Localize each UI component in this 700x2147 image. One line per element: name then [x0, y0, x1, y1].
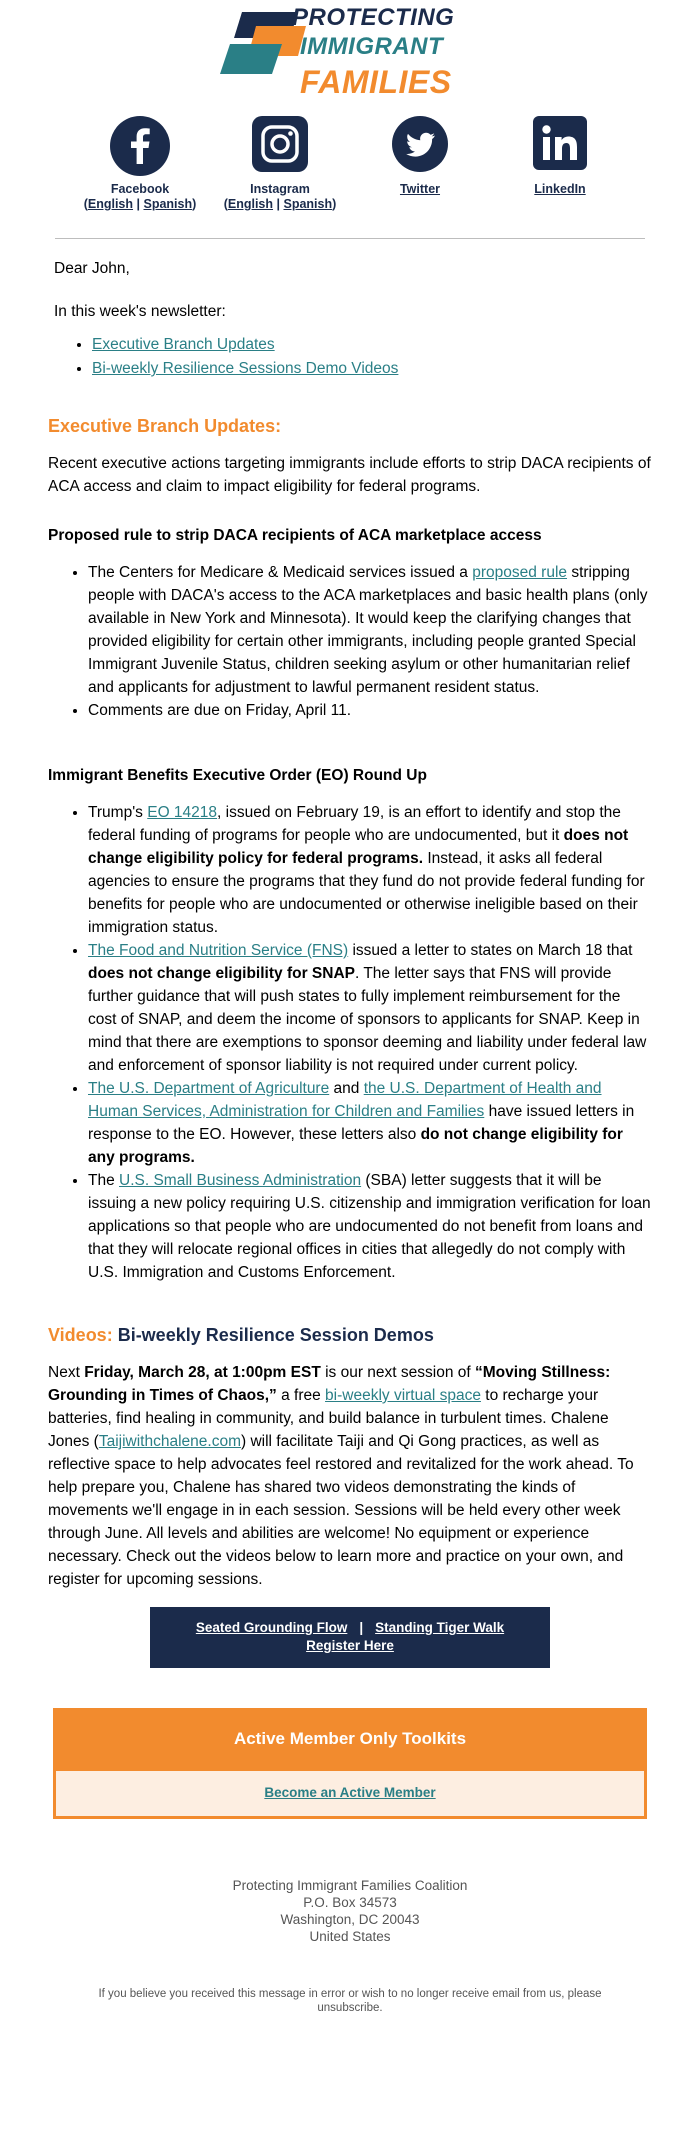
text: Next: [48, 1364, 85, 1381]
instagram-icon[interactable]: [252, 116, 308, 172]
fns-link[interactable]: The Food and Nutrition Service (FNS): [88, 942, 349, 959]
facebook-icon[interactable]: [110, 116, 170, 176]
session-title: “Moving Stillness: Grounding in Times of Chaos,”: [48, 1364, 611, 1404]
bold-text: does not change eligibility for SNAP: [88, 965, 355, 982]
table-of-contents: [48, 333, 652, 381]
text: The: [88, 1172, 120, 1189]
social-links: [70, 116, 630, 212]
standing-tiger-walk-link[interactable]: Standing Tiger Walk: [375, 1620, 505, 1635]
text: ) will facilitate Taiji and Qi Gong practices, as well as reflective space to help advocates feel restored and revitalized for the work ahead. To help prepare you, Chalene has shared two videos demonstrating the kinds of movements we'll engage in in each session. Sessions will be held every other week through June. All levels and abilities are welcome! No equipment or experience necessary. Check out the videos below to learn more and practice on your own, and register for upcoming sessions.: [48, 1433, 634, 1588]
instagram-english-link[interactable]: English: [227, 197, 274, 211]
twitter-icon[interactable]: [392, 116, 448, 172]
unsubscribe-notice[interactable]: If you believe you received this message in error or wish to no longer receive email from us, please unsubscribe.: [98, 1988, 602, 2014]
bold-text: does not change eligibility policy for federal programs.: [88, 827, 629, 867]
brand-line-2: IMMIGRANT: [300, 33, 444, 60]
text: stripping people with DACA's access to the ACA marketplaces and basic health plans (only available in New York and Minnesota). It would keep the clarifying changes that provided eligibility for certain other immigrants, including people granted Special Immigrant Juvenile Status, children seeking asylum or other humanitarian relief and applicants for adjustment to lawful permanent resident status.: [88, 564, 648, 696]
seated-grounding-flow-link[interactable]: Seated Grounding Flow: [195, 1620, 348, 1635]
list-item: [88, 939, 652, 1077]
toolkit-box: [53, 1708, 647, 1819]
become-member-link[interactable]: Become an Active Member: [264, 1785, 436, 1800]
separator: |: [133, 197, 144, 211]
text: . The letter says that FNS will provide further guidance that will push states to fully implement reimbursement for the cost of SNAP, and deem the income of sponsors to applicants for SNAP. Keep in mind that there are exemptions to sponsor deeming and liability under federal law and enforcement of sponsor liability is not required under current policy.: [88, 965, 647, 1074]
text: a free: [276, 1387, 326, 1404]
list-item: [88, 1169, 652, 1284]
session-date: Friday, March 28, at 1:00pm EST: [84, 1364, 321, 1381]
aca-list: [48, 561, 652, 722]
linkedin-link[interactable]: LinkedIn: [534, 182, 586, 196]
bold-text: do not change eligibility for any programs.: [88, 1126, 623, 1166]
city-line: Washington, DC 20043: [280, 1912, 420, 1927]
heading-prefix: Videos:: [48, 1325, 113, 1345]
list-item: [88, 1077, 652, 1169]
taiji-site-link[interactable]: Taijiwithchalene.com: [98, 1433, 241, 1450]
social-instagram: [210, 116, 350, 212]
instagram-label: Instagram: [250, 182, 310, 196]
instagram-spanish-link[interactable]: Spanish: [283, 197, 333, 211]
footer-address: [0, 1877, 700, 1945]
toolkit-footer: [56, 1771, 644, 1816]
greeting: Dear John,: [54, 260, 130, 277]
text: Instead, it asks all federal agencies to ensure the programs that they fund do not provide federal funding for benefits for people who are undocumented or otherwise ineligible based on their immigration status.: [88, 850, 645, 936]
social-linkedin: [490, 116, 630, 212]
subheading-aca: Proposed rule to strip DACA recipients of ACA marketplace access: [48, 527, 542, 544]
section-heading-videos: [48, 1324, 652, 1347]
virtual-space-link[interactable]: bi-weekly virtual space: [325, 1387, 481, 1404]
hhs-acf-link[interactable]: the U.S. Department of Health and Human Services, Administration for Children and Families: [88, 1080, 602, 1120]
register-here-link[interactable]: Register Here: [306, 1638, 394, 1653]
text: , issued on February 19, is an effort to identify and stop the federal funding of programs for people who are undocumented, but it: [88, 804, 621, 844]
subheading-eo: Immigrant Benefits Executive Order (EO) Round Up: [48, 767, 427, 784]
eo-list: [48, 801, 652, 1284]
po-box: P.O. Box 34573: [303, 1895, 397, 1910]
social-twitter: [350, 116, 490, 212]
list-item: [88, 561, 652, 699]
video-links-bar: [150, 1607, 550, 1668]
proposed-rule-link[interactable]: proposed rule: [472, 564, 568, 581]
paren: ): [332, 197, 337, 211]
toc-item: [92, 357, 652, 381]
sba-link[interactable]: U.S. Small Business Administration: [119, 1172, 362, 1189]
toolkit-title: Active Member Only Toolkits: [56, 1711, 644, 1771]
text: is our next session of: [320, 1364, 476, 1381]
text: issued a letter to states on March 18 that: [348, 942, 633, 959]
twitter-link[interactable]: Twitter: [399, 182, 441, 196]
text: (SBA) letter suggests that it will be issuing a new policy requiring U.S. citizenship and immigration verification for loan applications so that people who are undocumented do not benefit from loans and that they will relocate regional offices in cities that allegedly do not comply with U.S. Immigration and Customs Enforcement.: [88, 1172, 651, 1281]
toc-item: [92, 333, 652, 357]
executive-summary: Recent executive actions targeting immigrants include efforts to strip DACA recipients of ACA access and claim to impact eligibility for federal programs.: [48, 455, 651, 495]
videos-paragraph: [48, 1361, 652, 1591]
brand-line-3: FAMILIES: [300, 64, 452, 100]
linkedin-icon[interactable]: [533, 116, 587, 170]
separator: |: [359, 1620, 364, 1635]
brand-line-1: PROTECTING: [292, 4, 455, 31]
social-facebook: [70, 116, 210, 212]
country-line: United States: [309, 1929, 391, 1944]
org-name: Protecting Immigrant Families Coalition: [232, 1878, 468, 1893]
header-divider: [55, 238, 645, 239]
facebook-spanish-link[interactable]: Spanish: [143, 197, 193, 211]
text: have issued letters in response to the EO. However, these letters also: [88, 1103, 635, 1143]
section-heading-executive: Executive Branch Updates:: [48, 416, 282, 436]
paren: (: [223, 197, 228, 211]
usda-link[interactable]: The U.S. Department of Agriculture: [88, 1080, 330, 1097]
paren: ): [192, 197, 197, 211]
text: and: [329, 1080, 364, 1097]
text: Trump's: [88, 804, 148, 821]
facebook-english-link[interactable]: English: [87, 197, 134, 211]
separator: |: [273, 197, 284, 211]
intro-text: In this week's newsletter:: [54, 303, 226, 320]
toc-link-videos[interactable]: Bi-weekly Resilience Sessions Demo Videos: [92, 360, 399, 377]
eo-14218-link[interactable]: EO 14218: [147, 804, 218, 821]
text: to recharge your batteries, find healing in community, and build balance in turbulent times. Chalene Jones (: [48, 1387, 609, 1450]
paren: (: [83, 197, 88, 211]
list-item: [88, 801, 652, 939]
text: The Centers for Medicare & Medicaid services issued a: [88, 564, 473, 581]
brand-logo: [220, 0, 480, 110]
toc-link-executive[interactable]: Executive Branch Updates: [92, 336, 275, 353]
facebook-label: Facebook: [110, 182, 170, 196]
list-item: • Comments are due on Friday, April 11.: [88, 699, 652, 722]
newsletter-body: [0, 257, 700, 1591]
heading-title: Bi-weekly Resilience Session Demos: [112, 1325, 434, 1345]
